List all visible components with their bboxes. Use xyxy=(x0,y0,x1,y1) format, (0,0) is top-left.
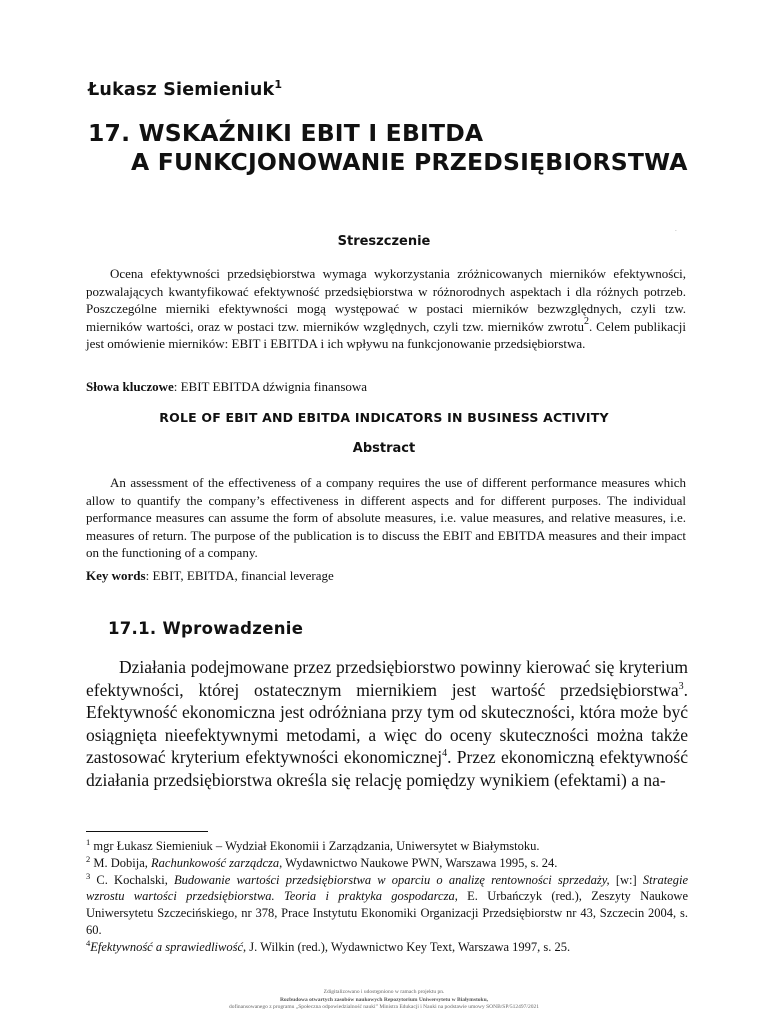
footnote-3-book: Strategie wzrostu wartości przedsiębiorstwa. Teoria i praktyka gospodarcza xyxy=(86,872,688,904)
author-name xyxy=(88,78,282,100)
summary-footnote-ref: 2 xyxy=(583,315,589,327)
chapter-title xyxy=(88,119,708,177)
footnotes xyxy=(86,838,688,956)
keywords-en-label: Key words xyxy=(86,568,146,583)
footnote-3-num: 3 xyxy=(86,870,91,881)
footnote-2-post: , Wydawnictwo Naukowe PWN, Warszawa 1995, s. 24. xyxy=(279,855,558,870)
author-footnote-ref: 1 xyxy=(274,78,283,91)
footnote-4-title: Efektywność a sprawiedliwość xyxy=(90,939,244,954)
summary-heading: Streszczenie xyxy=(337,234,431,249)
digitization-line1: Zdigitalizowano i udostępniono w ramach projektu pn. xyxy=(323,989,445,995)
chapter-title-line2: A FUNKCJONOWANIE PRZEDSIĘBIORSTWA xyxy=(131,148,688,176)
section-footnote-ref-3: 3 xyxy=(678,680,684,692)
digitization-line2: Rozbudowa otwartych zasobów naukowych Repozytorium Uniwersytetu w Białymstoku, xyxy=(279,996,489,1003)
section-heading: 17.1. Wprowadzenie xyxy=(108,619,304,638)
footnote-4 xyxy=(86,939,688,956)
summary-paragraph xyxy=(86,265,686,353)
footnote-2-pre: M. Dobija, xyxy=(90,855,152,870)
abstract-paragraph xyxy=(86,474,686,562)
keywords-pl-label: Słowa kluczowe xyxy=(86,379,174,394)
chapter-title-line1: 17. WSKAŹNIKI EBIT I EBITDA xyxy=(88,119,484,147)
keywords-en-value: : EBIT, EBITDA, financial leverage xyxy=(145,568,334,583)
summary-text-b: . Celem publikacji jest omówienie mierników: EBIT i EBITDA i ich wpływu na funkcjonowanie przedsiębiorstwa. xyxy=(86,318,687,351)
keywords-pl-value: : EBIT EBITDA dźwignia finansowa xyxy=(173,379,368,394)
footnote-3 xyxy=(86,872,688,939)
footnote-3-mid: [w:] xyxy=(609,872,643,887)
digitization-note xyxy=(0,989,768,1012)
section-body xyxy=(86,656,688,791)
section-footnote-ref-4: 4 xyxy=(442,748,448,759)
footnote-1-num: 1 xyxy=(86,837,91,847)
section-text-c: . Przez ekonomiczną efektywność działania przedsiębiorstwa określa się relację pomiędzy wynikiem (efektami) a na- xyxy=(86,747,688,790)
footnote-2-num: 2 xyxy=(86,853,91,864)
scan-mark: ˜ xyxy=(675,231,677,236)
footnote-4-num: 4 xyxy=(86,937,91,948)
footnote-divider xyxy=(86,831,208,832)
section-text-a: Działania podejmowane przez przedsiębiorstwo powinny kierować się kryterium efektywności, której ostatecznym miernikiem jest wartość przedsiębiorstwa xyxy=(86,657,688,700)
keywords-en xyxy=(86,568,334,584)
footnote-3-title: Budowanie wartości przedsiębiorstwa w oparciu o analizę rentowności sprzedaży, xyxy=(174,872,610,887)
footnote-1-text: mgr Łukasz Siemieniuk – Wydział Ekonomii i Zarządzania, Uniwersytet w Białymstoku. xyxy=(90,839,540,853)
footnote-3-pre: C. Kochalski, xyxy=(90,872,175,887)
english-title: ROLE OF EBIT AND EBITDA INDICATORS IN BUSINESS ACTIVITY xyxy=(159,410,609,425)
section-text-b: . Efektywność ekonomiczna jest odróżniana przy tym od skuteczności, która może być osiągnięta nieefektywnymi metodami, a więc do oceny skuteczności można także zastosować kryterium efektywności ekonomicznej xyxy=(86,679,688,767)
summary-text-a: Ocena efektywności przedsiębiorstwa wymaga wykorzystania zróżnicowanych mierników efektywności, pozwalających kwantyfikować efektywność przedsiębiorstwa w różnorodnych aspektach i dla różnych potrzeb. Poszczególne mierniki efektywności mogą występować w postaci mierników bezwzględnych, czyli tzw. mierników wartości, oraz w postaci tzw. mierników względnych, czyli tzw. mierników zwrotu xyxy=(86,266,686,334)
footnote-2 xyxy=(86,855,688,872)
footnote-3-post: , E. Urbańczyk (red.), Zeszyty Naukowe Uniwersytetu Szczecińskiego, nr 378, Prace Instytutu Ekonomiki Organizacji Przedsiębiorstw nr 43, Szczecin 2004, s. 60. xyxy=(86,889,689,937)
footnote-1 xyxy=(86,838,688,855)
author-name-text: Łukasz Siemieniuk xyxy=(88,80,275,100)
abstract-text: An assessment of the effectiveness of a company requires the use of different performance measures which allow to quantify the company’s effectiveness in different aspects and for different purposes. The individual performance measures can assume the form of absolute measures, i.e. value measures, and relative measures, i.e. measures of return. The purpose of the publication is to discuss the EBIT and EBITDA measures and their impact on the functioning of a company. xyxy=(86,475,686,560)
footnote-2-title: Rachunkowość zarządcza xyxy=(151,855,280,870)
keywords-pl xyxy=(86,379,367,395)
abstract-heading: Abstract xyxy=(352,441,416,456)
digitization-line3: dofinansowanego z programu „Społeczna odpowiedzialność nauki” Ministra Edukacji i Nauki na podstawie umowy SONB/SP/512497/2021 xyxy=(229,1004,539,1010)
footnote-4-post: , J. Wilkin (red.), Wydawnictwo Key Text, Warszawa 1997, s. 25. xyxy=(243,939,571,954)
